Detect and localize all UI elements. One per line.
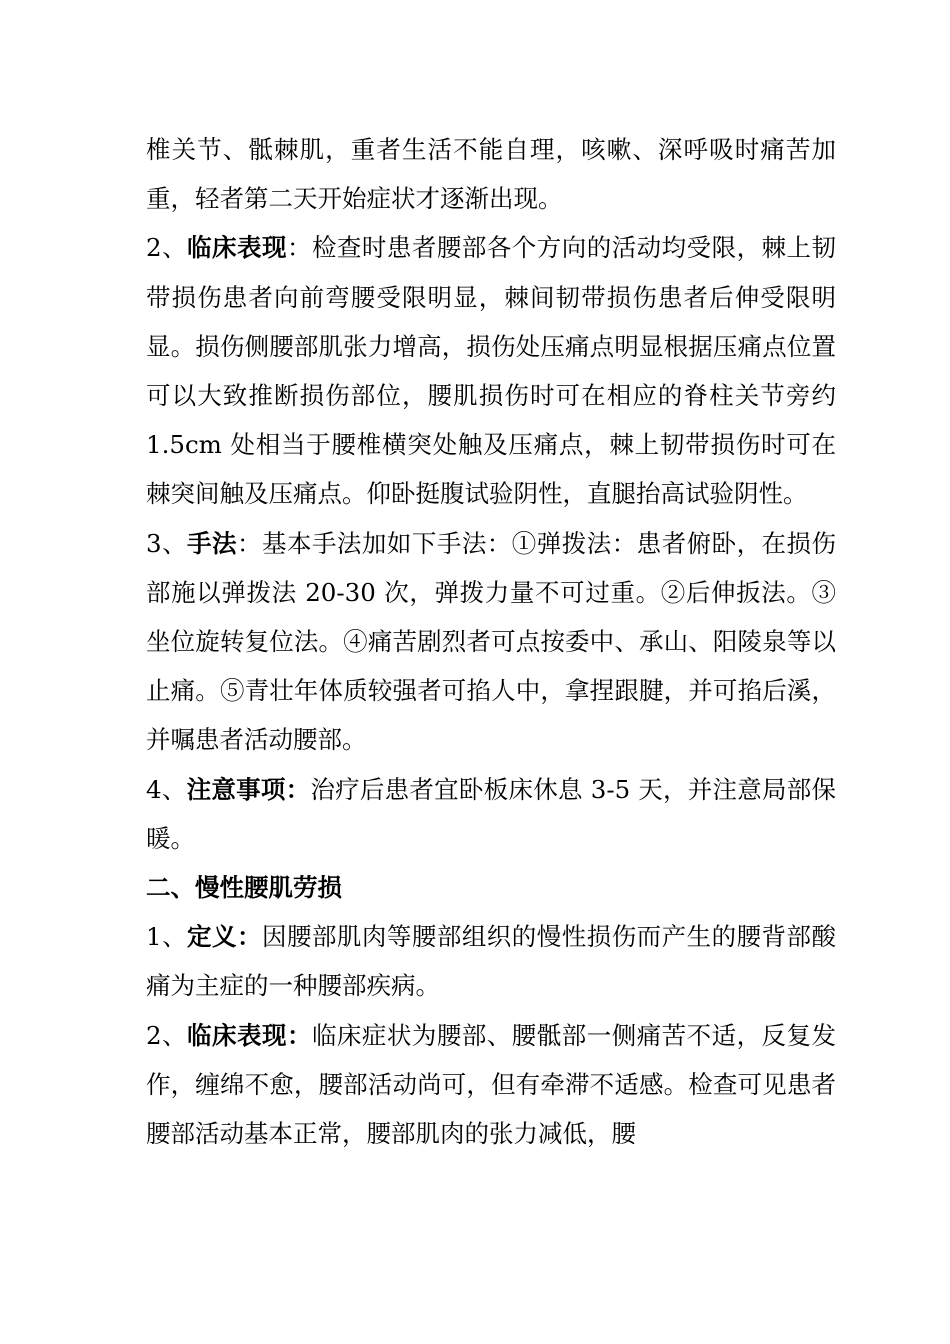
label-separator: ：	[286, 1020, 312, 1050]
item-number: 3、	[146, 528, 188, 558]
paragraph-body: 因腰部肌肉等腰部组织的慢性损伤而产生的腰背部酸痛为主症的一种腰部疾病。	[146, 922, 837, 1001]
label-separator: ：	[286, 233, 312, 263]
section-label: 临床表现	[187, 1020, 287, 1050]
label-separator: ：	[285, 774, 311, 804]
paragraph-body: 临床症状为腰部、腰骶部一侧痛苦不适，反复发作，缠绵不愈，腰部活动尚可，但有牵滞不适感。检查可见患者腰部活动基本正常，腰部肌肉的张力减低，腰	[146, 1020, 837, 1149]
paragraph-body: 治疗后患者宜卧板床休息 3-5 天，并注意局部保暖。	[146, 774, 837, 853]
paragraph-definition	[146, 912, 836, 1010]
paragraph-precautions	[146, 765, 836, 863]
paragraph-manipulation	[146, 519, 836, 765]
item-number: 2、	[146, 1020, 188, 1050]
section-label: 手法	[187, 528, 238, 558]
paragraph-body: 检查时患者腰部各个方向的活动均受限，棘上韧带损伤患者向前弯腰受限明显，棘间韧带损伤患者后伸受限明显。损伤侧腰部肌张力增高，损伤处压痛点明显根据压痛点位置可以大致推断损伤部位，腰肌损伤时可在相应的脊柱关节旁约 1.5cm 处相当于腰椎横突处触及压痛点，棘上韧带损伤时可在棘突间触及压痛点。仰卧挺腹试验阴性，直腿抬高试验阴性。	[146, 233, 837, 509]
section-label: 注意事项	[186, 774, 286, 804]
paragraph-symptoms-continued: 椎关节、骶棘肌，重者生活不能自理，咳嗽、深呼吸时痛苦加重，轻者第二天开始症状才逐渐出现。	[146, 135, 836, 214]
item-number: 1、	[146, 922, 188, 952]
paragraph-chronic-clinical-manifestation	[146, 1011, 836, 1159]
item-number: 2、	[146, 233, 188, 263]
label-separator: ：	[237, 922, 262, 952]
item-number: 4、	[146, 774, 187, 804]
paragraph-body: 基本手法加如下手法：①弹拨法：患者俯卧，在损伤部施以弹拨法 20-30 次，弹拨力量不可过重。②后伸扳法。③坐位旋转复位法。④痛苦剧烈者可点按委中、承山、阳陵泉等以止痛。⑤青壮年体质较强者可掐人中，拿捏跟腱，并可掐后溪，并嘱患者活动腰部。	[146, 528, 837, 755]
body-text	[146, 125, 836, 1158]
section-label: 临床表现	[187, 233, 287, 263]
section-heading: 二、慢性腰肌劳损	[146, 873, 342, 903]
paragraph-clinical-manifestation	[146, 223, 836, 518]
label-separator: ：	[237, 528, 262, 558]
section-label: 定义	[187, 922, 238, 952]
